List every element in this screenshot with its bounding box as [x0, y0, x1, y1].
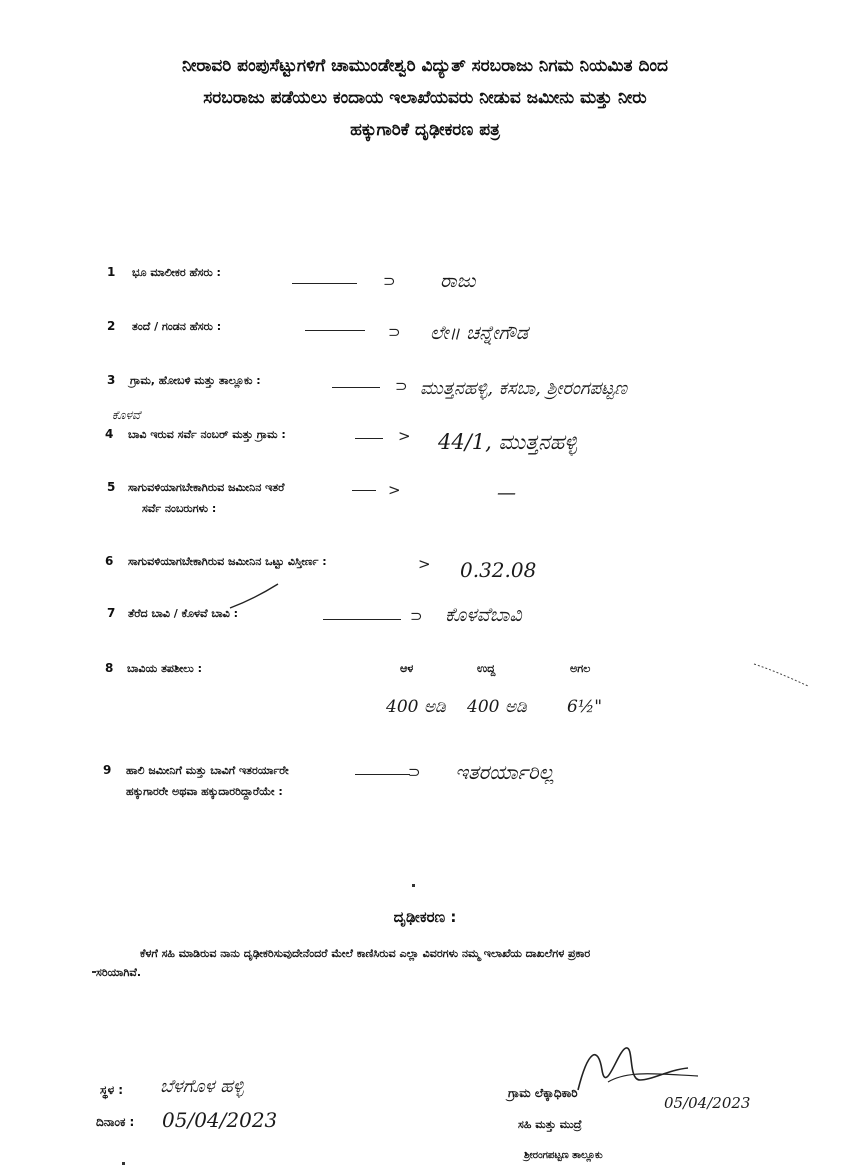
- title-line-3: ಹಕ್ಕುಗಾರಿಕೆ ದೃಢೀಕರಣ ಪತ್ರ: [350, 120, 500, 140]
- bottom-stamp-text: ಶ್ರೀರಂಗಪಟ್ಟಣ ತಾಲ್ಲೂಕು: [524, 1150, 603, 1161]
- scan-speck: [122, 1162, 125, 1165]
- stamp-date: 05/04/2023: [664, 1094, 751, 1112]
- certification-text-line-1: ಕೆಳಗೆ ಸಹಿ ಮಾಡಿರುವ ನಾನು ದೃಢೀಕರಿಸುವುದೇನೆಂದರೆ ಮೇಲೆ ಕಾಣಿಸಿರುವ ಎಲ್ಲಾ ವಿವರಗಳು ನಮ್ಮ ಇಲಾಖೆಯ ದಾಖಲೆಗಳ ಪ್ರಕಾರ: [140, 947, 591, 960]
- item-2-value: ಲೇ॥ ಚನ್ನೇಗೌಡ: [430, 322, 528, 344]
- certification-heading: ದೃಢೀಕರಣ :: [393, 908, 457, 926]
- item-3-label: ಗ್ರಾಮ, ಹೋಬಳಿ ಮತ್ತು ತಾಲ್ಲೂಕು :: [130, 374, 261, 387]
- place-label: ಸ್ಥಳ :: [100, 1083, 124, 1097]
- item-8-value-width: 6½": [567, 697, 603, 717]
- item-6-value: 0.32.08: [460, 558, 537, 582]
- item-8-col-width: ಅಗಲ: [570, 662, 591, 675]
- item-2-number: 2: [107, 319, 116, 333]
- item-3-arrow: ⊃: [395, 377, 408, 395]
- item-6-number: 6: [105, 554, 114, 568]
- item-4-dash: [355, 438, 383, 439]
- item-5-dash: [352, 490, 376, 491]
- item-4-label: ಬಾವಿ ಇರುವ ಸರ್ವೆ ನಂಬರ್ ಮತ್ತು ಗ್ರಾಮ :: [128, 428, 286, 441]
- item-4-value: 44/1, ಮುತ್ತನಹಳ್ಳಿ: [438, 430, 578, 454]
- officer-signature: [568, 1040, 708, 1100]
- place-value: ಬೆಳಗೊಳ ಹಳ್ಳಿ: [160, 1076, 244, 1097]
- scan-speck: [412, 884, 415, 887]
- item-5-value: —: [497, 482, 516, 504]
- item-8-number: 8: [105, 661, 114, 675]
- item-5-label-2: ಸರ್ವೆ ನಂಬರುಗಳು :: [142, 502, 217, 515]
- officer-sub-label: ಸಹಿ ಮತ್ತು ಮುದ್ರೆ: [518, 1118, 582, 1131]
- item-9-label-2: ಹಕ್ಕುಗಾರರೇ ಅಥವಾ ಹಕ್ಕುದಾರರಿದ್ದಾರೆಯೇ :: [126, 785, 283, 798]
- item-2-label: ತಂದೆ / ಗಂಡನ ಹೆಸರು :: [132, 320, 222, 333]
- title-line-1: ನೀರಾವರಿ ಪಂಪುಸೆಟ್ಟುಗಳಿಗೆ ಚಾಮುಂಡೇಶ್ವರಿ ವಿದ್ಯುತ್ ಸರಬರಾಜು ನಿಗಮ ನಿಯಮಿತ ದಿಂದ: [182, 56, 668, 76]
- item-7-arrow: ⊃: [410, 607, 423, 625]
- item-8-value-length: 400 ಅಡಿ: [467, 697, 527, 717]
- margin-scribble: [752, 660, 812, 690]
- item-3-number: 3: [107, 373, 116, 387]
- item-8-label: ಬಾವಿಯ ತಪಶೀಲು :: [127, 662, 203, 675]
- item-9-number: 9: [103, 763, 112, 777]
- item-3-value: ಮುತ್ತನಹಳ್ಳಿ, ಕಸಬಾ, ಶ್ರೀರಂಗಪಟ್ಟಣ: [420, 378, 627, 399]
- certification-text-line-2: ಸರಿಯಾಗಿವೆ.: [96, 966, 142, 979]
- item-9-value: ಇತರರ್ಯಾರಿಲ್ಲ: [455, 760, 554, 784]
- item-8-value-depth: 400 ಅಡಿ: [386, 697, 446, 717]
- item-5-arrow: >: [388, 481, 401, 499]
- item-8-col-depth: ಆಳ: [400, 662, 414, 675]
- item-9-arrow: ⊃: [408, 763, 421, 781]
- officer-label: ಗ್ರಾಮ ಲೆಕ್ಕಾಧಿಕಾರಿ: [508, 1086, 578, 1100]
- item-6-arrow: >: [418, 555, 431, 573]
- item-7-number: 7: [107, 606, 116, 620]
- item-1-dash: [292, 283, 357, 284]
- item-8-col-length: ಉದ್ದ: [477, 662, 496, 675]
- item-9-label: ಹಾಲಿ ಜಮೀನಿಗೆ ಮತ್ತು ಬಾವಿಗೆ ಇತರರ್ಯಾರೇ: [126, 764, 289, 777]
- item-7-value: ಕೊಳವೆಬಾವಿ: [445, 604, 522, 626]
- item-9-dash: [355, 774, 410, 775]
- date-label: ದಿನಾಂಕ :: [96, 1115, 135, 1129]
- item-6-label: ಸಾಗುವಳಿಯಾಗಬೇಕಾಗಿರುವ ಜಮೀನಿನ ಒಟ್ಟು ವಿಸ್ತೀರ್ಣ :: [128, 555, 327, 568]
- item-1-label: ಭೂ ಮಾಲೀಕರ ಹೆಸರು :: [132, 266, 221, 279]
- item-1-number: 1: [107, 265, 116, 279]
- item-2-dash: [305, 330, 365, 331]
- item-7-tick-mark: [228, 582, 288, 612]
- item-3-dash: [332, 387, 380, 388]
- item-4-arrow: >: [398, 427, 411, 445]
- item-4-margin-note: ಕೊಳವೆ: [112, 408, 141, 422]
- item-2-arrow: ⊃: [388, 323, 401, 341]
- item-7-dash: [323, 619, 401, 620]
- item-7-label: ತೆರೆದ ಬಾವಿ / ಕೊಳವೆ ಬಾವಿ :: [128, 607, 239, 620]
- scan-speck: [92, 971, 96, 973]
- item-5-label: ಸಾಗುವಳಿಯಾಗಬೇಕಾಗಿರುವ ಜಮೀನಿನ ಇತರೆ: [128, 481, 285, 494]
- item-4-number: 4: [105, 427, 114, 441]
- item-5-number: 5: [107, 480, 116, 494]
- title-line-2: ಸರಬರಾಜು ಪಡೆಯಲು ಕಂದಾಯ ಇಲಾಖೆಯವರು ನೀಡುವ ಜಮೀನು ಮತ್ತು ನೀರು: [203, 88, 647, 108]
- date-value: 05/04/2023: [162, 1108, 278, 1132]
- item-1-arrow: ⊃: [383, 272, 396, 290]
- item-1-value: ರಾಜು: [440, 270, 476, 292]
